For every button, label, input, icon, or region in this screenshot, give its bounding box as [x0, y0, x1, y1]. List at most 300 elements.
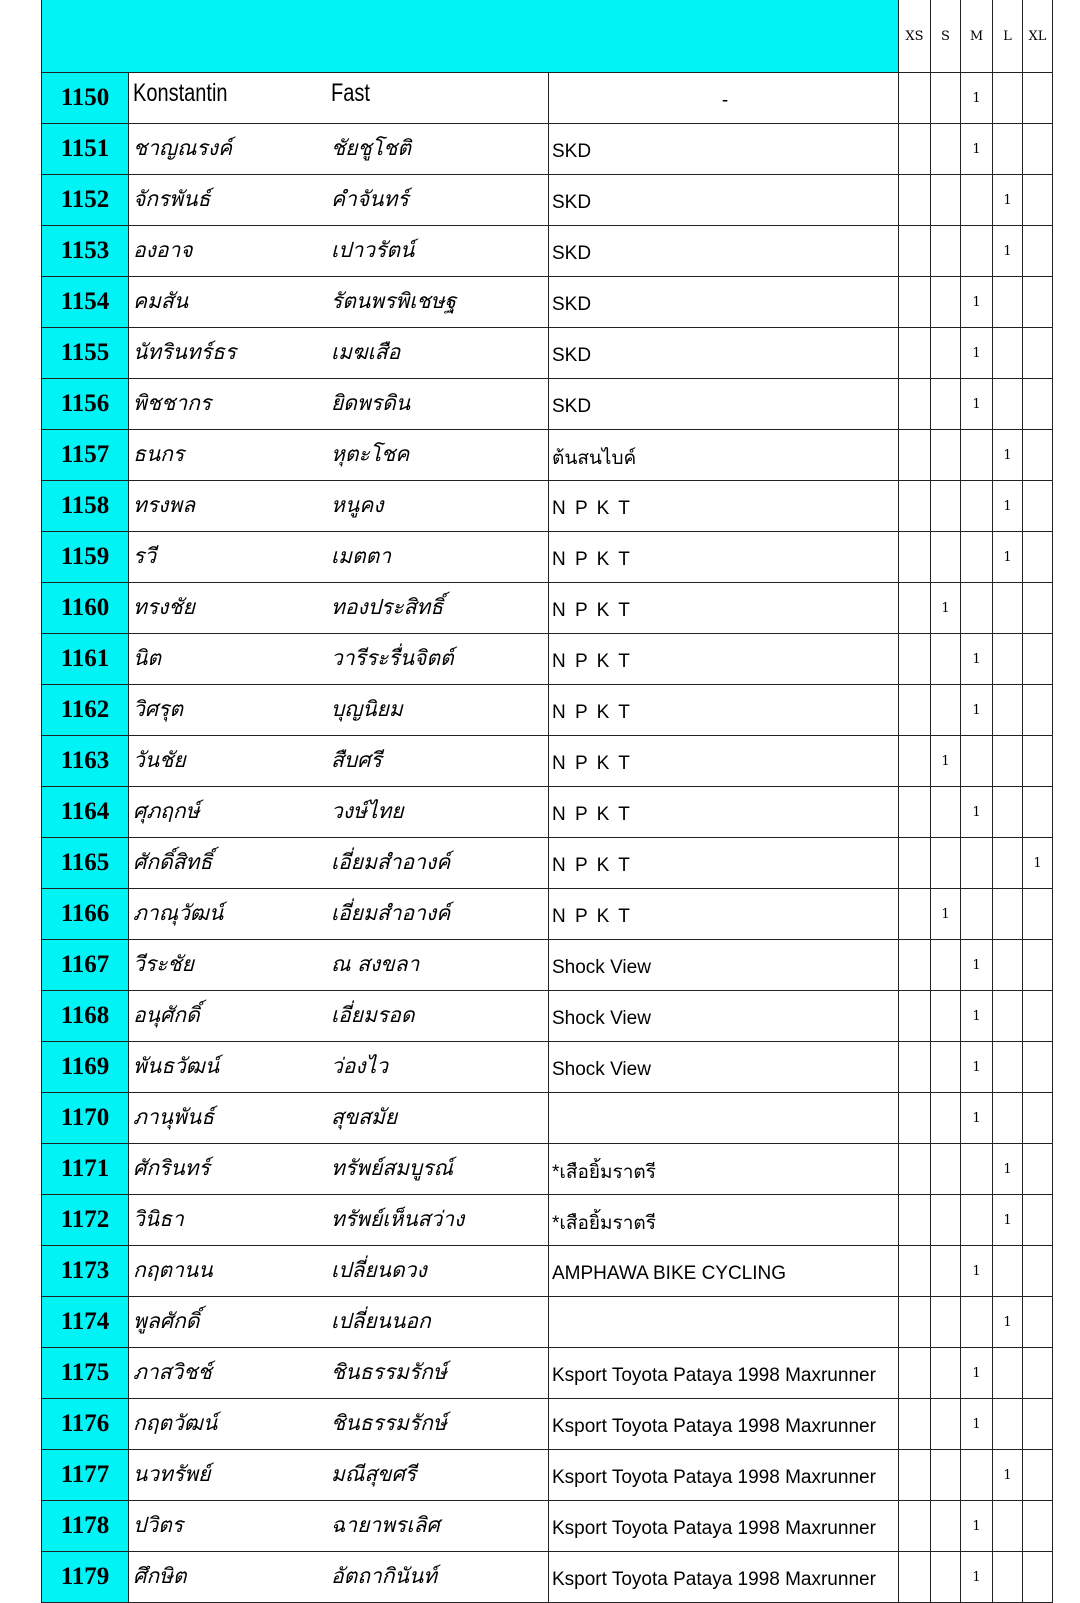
size-xs-qty: [899, 1093, 931, 1144]
size-xl-qty: [1023, 430, 1053, 481]
size-l-qty: [993, 1501, 1023, 1552]
size-l-qty: [993, 940, 1023, 991]
table-row: [42, 583, 1053, 634]
size-m-qty: 1: [961, 634, 993, 685]
team: N P K T: [549, 685, 899, 736]
size-header-s: S: [931, 0, 961, 73]
size-xl-qty: [1023, 736, 1053, 787]
team: N P K T: [549, 838, 899, 889]
table-row: [42, 1348, 1053, 1399]
size-xs-qty: [899, 1144, 931, 1195]
size-xs-qty: [899, 73, 931, 124]
team: Ksport Toyota Pataya 1998 Maxrunner: [549, 1552, 899, 1603]
size-s-qty: [931, 634, 961, 685]
name-cell: [129, 124, 549, 175]
first-name: ศึกษิต: [133, 1564, 187, 1588]
size-s-qty: [931, 379, 961, 430]
last-name: ทรัพย์สมบูรณ์: [331, 1156, 454, 1180]
last-name: มณีสุขศรี: [331, 1462, 417, 1486]
name-cell: [129, 73, 549, 124]
name-cell: [129, 1144, 549, 1195]
bib-number: 1166: [42, 889, 129, 940]
table-row: [42, 328, 1053, 379]
size-xl-qty: [1023, 634, 1053, 685]
table-row: [42, 1297, 1053, 1348]
last-name: เมฆเสือ: [331, 340, 401, 364]
size-xs-qty: [899, 124, 931, 175]
first-name: อนุศักดิ์: [133, 1003, 200, 1027]
name-cell: [129, 532, 549, 583]
bib-number: 1158: [42, 481, 129, 532]
last-name: ยิดพรดิน: [331, 391, 411, 415]
name-cell: [129, 838, 549, 889]
first-name: พันธวัฒน์: [133, 1054, 220, 1078]
first-name: ศักดิ์สิทธิ์: [133, 850, 213, 874]
table-row: [42, 175, 1053, 226]
size-m-qty: 1: [961, 1399, 993, 1450]
team: Shock View: [549, 991, 899, 1042]
size-s-qty: [931, 1144, 961, 1195]
first-name: ภาสวิชช์: [133, 1360, 212, 1384]
name-cell: [129, 328, 549, 379]
team: N P K T: [549, 634, 899, 685]
size-l-qty: [993, 685, 1023, 736]
size-xs-qty: [899, 634, 931, 685]
size-xl-qty: [1023, 1042, 1053, 1093]
team: N P K T: [549, 787, 899, 838]
name-cell: [129, 1348, 549, 1399]
last-name: สืบศรี: [331, 748, 382, 772]
size-l-qty: 1: [993, 430, 1023, 481]
size-s-qty: [931, 685, 961, 736]
size-s-qty: [931, 73, 961, 124]
table-row: [42, 1399, 1053, 1450]
size-xs-qty: [899, 787, 931, 838]
bib-number: 1170: [42, 1093, 129, 1144]
first-name: วินิธา: [133, 1207, 184, 1231]
size-s-qty: 1: [931, 889, 961, 940]
table-row: [42, 940, 1053, 991]
size-xs-qty: [899, 940, 931, 991]
team: Ksport Toyota Pataya 1998 Maxrunner: [549, 1399, 899, 1450]
size-xl-qty: [1023, 940, 1053, 991]
bib-number: 1154: [42, 277, 129, 328]
last-name: อัตถากินันท์: [331, 1564, 438, 1588]
last-name: ทองประสิทธิ์: [331, 595, 444, 619]
first-name: ศุภฤกษ์: [133, 799, 200, 823]
size-m-qty: 1: [961, 1042, 993, 1093]
first-name: วีระชัย: [133, 952, 194, 976]
size-xl-qty: [1023, 277, 1053, 328]
bib-number: 1178: [42, 1501, 129, 1552]
table-row: [42, 991, 1053, 1042]
size-xs-qty: [899, 226, 931, 277]
name-cell: [129, 787, 549, 838]
size-s-qty: [931, 787, 961, 838]
size-xl-qty: [1023, 175, 1053, 226]
size-xs-qty: [899, 1399, 931, 1450]
size-m-qty: [961, 1450, 993, 1501]
size-xl-qty: [1023, 1195, 1053, 1246]
bib-number: 1152: [42, 175, 129, 226]
size-xs-qty: [899, 889, 931, 940]
size-l-qty: [993, 634, 1023, 685]
bib-number: 1165: [42, 838, 129, 889]
size-s-qty: [931, 481, 961, 532]
bib-number: 1171: [42, 1144, 129, 1195]
size-m-qty: [961, 889, 993, 940]
size-xs-qty: [899, 583, 931, 634]
first-name: นิต: [133, 646, 161, 670]
last-name: เปลี่ยนนอก: [331, 1309, 431, 1333]
first-name: Konstantin: [133, 79, 228, 107]
size-xs-qty: [899, 991, 931, 1042]
table-row: [42, 1501, 1053, 1552]
first-name: รวี: [133, 544, 157, 568]
first-name: ธนกร: [133, 442, 185, 466]
size-xs-qty: [899, 430, 931, 481]
bib-number: 1155: [42, 328, 129, 379]
size-xl-qty: [1023, 1399, 1053, 1450]
name-cell: [129, 1501, 549, 1552]
first-name: นัทรินทร์ธร: [133, 340, 237, 364]
team: SKD: [549, 124, 899, 175]
size-m-qty: 1: [961, 787, 993, 838]
name-cell: [129, 379, 549, 430]
size-l-qty: [993, 583, 1023, 634]
size-xl-qty: [1023, 1552, 1053, 1603]
size-s-qty: [931, 1552, 961, 1603]
size-l-qty: 1: [993, 1195, 1023, 1246]
bib-number: 1161: [42, 634, 129, 685]
table-row: [42, 1093, 1053, 1144]
first-name: จักรพันธ์: [133, 187, 211, 211]
bib-number: 1151: [42, 124, 129, 175]
size-xs-qty: [899, 1246, 931, 1297]
size-s-qty: [931, 838, 961, 889]
first-name: ชาญณรงค์: [133, 136, 233, 160]
size-s-qty: [931, 1399, 961, 1450]
name-cell: [129, 991, 549, 1042]
size-xs-qty: [899, 736, 931, 787]
last-name: เอี่ยมรอด: [331, 1003, 415, 1027]
last-name: บุญนิยม: [331, 697, 403, 721]
last-name: รัตนพรพิเชษฐ: [331, 289, 457, 313]
name-cell: [129, 175, 549, 226]
name-cell: [129, 1246, 549, 1297]
size-header-m: M: [961, 0, 993, 73]
size-m-qty: [961, 583, 993, 634]
size-xl-qty: [1023, 1246, 1053, 1297]
size-l-qty: [993, 1552, 1023, 1603]
size-s-qty: [931, 1297, 961, 1348]
size-xl-qty: [1023, 73, 1053, 124]
size-l-qty: 1: [993, 481, 1023, 532]
table-row: [42, 1450, 1053, 1501]
table-row: [42, 532, 1053, 583]
first-name: นวทรัพย์: [133, 1462, 211, 1486]
team: N P K T: [549, 532, 899, 583]
size-m-qty: 1: [961, 1093, 993, 1144]
name-cell: [129, 1093, 549, 1144]
name-cell: [129, 1450, 549, 1501]
bib-number: 1179: [42, 1552, 129, 1603]
size-xs-qty: [899, 379, 931, 430]
size-l-qty: [993, 991, 1023, 1042]
size-m-qty: 1: [961, 328, 993, 379]
first-name: พิชชากร: [133, 391, 212, 415]
size-m-qty: 1: [961, 1246, 993, 1297]
size-m-qty: [961, 532, 993, 583]
size-xl-qty: [1023, 226, 1053, 277]
size-xl-qty: [1023, 991, 1053, 1042]
size-xs-qty: [899, 1297, 931, 1348]
bib-number: 1177: [42, 1450, 129, 1501]
size-s-qty: [931, 226, 961, 277]
last-name: ทรัพย์เห็นสว่าง: [331, 1207, 465, 1231]
team: SKD: [549, 277, 899, 328]
team: Shock View: [549, 940, 899, 991]
size-xl-qty: [1023, 379, 1053, 430]
size-xl-qty: [1023, 889, 1053, 940]
bib-number: 1153: [42, 226, 129, 277]
table-row: [42, 889, 1053, 940]
name-cell: [129, 1195, 549, 1246]
size-s-qty: [931, 175, 961, 226]
name-cell: [129, 583, 549, 634]
team: SKD: [549, 175, 899, 226]
name-cell: [129, 685, 549, 736]
size-header-xl: XL: [1023, 0, 1053, 73]
table-row: [42, 736, 1053, 787]
team: SKD: [549, 328, 899, 379]
size-header-xs: XS: [899, 0, 931, 73]
first-name: พูลศักดิ์: [133, 1309, 200, 1333]
bib-number: 1173: [42, 1246, 129, 1297]
first-name: ภานุพันธ์: [133, 1105, 215, 1129]
size-l-qty: [993, 277, 1023, 328]
table-row: [42, 481, 1053, 532]
last-name: เอี่ยมสำอางค์: [331, 901, 451, 925]
size-l-qty: 1: [993, 1450, 1023, 1501]
size-xs-qty: [899, 1501, 931, 1552]
size-s-qty: [931, 991, 961, 1042]
size-xl-qty: 1: [1023, 838, 1053, 889]
size-xs-qty: [899, 685, 931, 736]
size-xs-qty: [899, 277, 931, 328]
size-m-qty: [961, 1144, 993, 1195]
last-name: สุขสมัย: [331, 1105, 398, 1129]
name-cell: [129, 1552, 549, 1603]
table-row: [42, 1195, 1053, 1246]
first-name: วิศรุต: [133, 697, 184, 721]
name-cell: [129, 226, 549, 277]
table-row: [42, 226, 1053, 277]
size-s-qty: [931, 328, 961, 379]
size-m-qty: 1: [961, 379, 993, 430]
table-row: [42, 685, 1053, 736]
size-s-qty: [931, 124, 961, 175]
registration-table: [41, 0, 1053, 1603]
size-m-qty: 1: [961, 991, 993, 1042]
size-l-qty: [993, 1042, 1023, 1093]
header-row: [42, 0, 1053, 73]
team: N P K T: [549, 481, 899, 532]
size-xs-qty: [899, 1450, 931, 1501]
team: SKD: [549, 379, 899, 430]
team: Ksport Toyota Pataya 1998 Maxrunner: [549, 1348, 899, 1399]
table-row: [42, 1246, 1053, 1297]
team: Ksport Toyota Pataya 1998 Maxrunner: [549, 1501, 899, 1552]
size-l-qty: [993, 1093, 1023, 1144]
first-name: ทรงพล: [133, 493, 196, 517]
team: [549, 1093, 899, 1144]
first-name: ศักรินทร์: [133, 1156, 210, 1180]
size-s-qty: [931, 1501, 961, 1552]
last-name: ว่องไว: [331, 1054, 389, 1078]
table-row: [42, 1144, 1053, 1195]
size-xl-qty: [1023, 787, 1053, 838]
size-xl-qty: [1023, 328, 1053, 379]
size-s-qty: 1: [931, 583, 961, 634]
team: ต้นสนไบค์: [549, 430, 899, 481]
size-s-qty: [931, 532, 961, 583]
size-xl-qty: [1023, 124, 1053, 175]
size-xl-qty: [1023, 685, 1053, 736]
size-xs-qty: [899, 1348, 931, 1399]
last-name: ชินธรรมรักษ์: [331, 1360, 447, 1384]
size-m-qty: [961, 1297, 993, 1348]
size-s-qty: [931, 1450, 961, 1501]
bib-number: 1160: [42, 583, 129, 634]
bib-number: 1167: [42, 940, 129, 991]
size-xs-qty: [899, 328, 931, 379]
name-cell: [129, 481, 549, 532]
size-xl-qty: [1023, 1348, 1053, 1399]
size-m-qty: 1: [961, 73, 993, 124]
size-m-qty: [961, 481, 993, 532]
size-xl-qty: [1023, 532, 1053, 583]
header-blank-cell: [42, 0, 899, 73]
team: N P K T: [549, 583, 899, 634]
team: *เสือยิ้มราตรี: [549, 1144, 899, 1195]
size-s-qty: [931, 1042, 961, 1093]
size-l-qty: [993, 73, 1023, 124]
size-s-qty: [931, 940, 961, 991]
last-name: หนูคง: [331, 493, 384, 517]
table-row: [42, 1552, 1053, 1603]
size-xs-qty: [899, 175, 931, 226]
size-s-qty: [931, 1246, 961, 1297]
last-name: เมตตา: [331, 544, 392, 568]
table-row: [42, 277, 1053, 328]
bib-number: 1175: [42, 1348, 129, 1399]
size-m-qty: [961, 226, 993, 277]
name-cell: [129, 1042, 549, 1093]
size-xl-qty: [1023, 1501, 1053, 1552]
size-s-qty: [931, 1093, 961, 1144]
name-cell: [129, 940, 549, 991]
size-m-qty: [961, 1195, 993, 1246]
size-m-qty: 1: [961, 1552, 993, 1603]
name-cell: [129, 1399, 549, 1450]
bib-number: 1159: [42, 532, 129, 583]
size-s-qty: [931, 1195, 961, 1246]
size-s-qty: 1: [931, 736, 961, 787]
size-m-qty: 1: [961, 124, 993, 175]
bib-number: 1157: [42, 430, 129, 481]
name-cell: [129, 889, 549, 940]
size-l-qty: [993, 787, 1023, 838]
first-name: คมสัน: [133, 289, 189, 313]
table-row: [42, 838, 1053, 889]
last-name: ฉายาพรเลิศ: [331, 1513, 440, 1537]
table-row: [42, 379, 1053, 430]
first-name: ทรงชัย: [133, 595, 195, 619]
bib-number: 1176: [42, 1399, 129, 1450]
team: *เสือยิ้มราตรี: [549, 1195, 899, 1246]
bib-number: 1163: [42, 736, 129, 787]
last-name: หุตะโชค: [331, 442, 410, 466]
size-xs-qty: [899, 481, 931, 532]
size-xl-qty: [1023, 583, 1053, 634]
first-name: วันชัย: [133, 748, 186, 772]
size-l-qty: [993, 736, 1023, 787]
bib-number: 1172: [42, 1195, 129, 1246]
first-name: ภาณุวัฒน์: [133, 901, 224, 925]
size-m-qty: [961, 430, 993, 481]
first-name: องอาจ: [133, 238, 193, 262]
size-m-qty: 1: [961, 940, 993, 991]
last-name: เปลี่ยนดวง: [331, 1258, 427, 1282]
last-name: ชินธรรมรักษ์: [331, 1411, 447, 1435]
table-row: [42, 124, 1053, 175]
size-xl-qty: [1023, 1144, 1053, 1195]
last-name: ชัยชูโชติ: [331, 136, 411, 160]
team: Shock View: [549, 1042, 899, 1093]
size-xs-qty: [899, 1042, 931, 1093]
last-name: Fast: [331, 79, 370, 107]
first-name: กฤตวัฒน์: [133, 1411, 218, 1435]
team: N P K T: [549, 889, 899, 940]
table-row: [42, 634, 1053, 685]
name-cell: [129, 634, 549, 685]
size-m-qty: 1: [961, 1348, 993, 1399]
size-l-qty: 1: [993, 226, 1023, 277]
size-xl-qty: [1023, 1450, 1053, 1501]
size-l-qty: 1: [993, 532, 1023, 583]
last-name: เปาวรัตน์: [331, 238, 415, 262]
size-m-qty: 1: [961, 277, 993, 328]
name-cell: [129, 1297, 549, 1348]
size-xs-qty: [899, 1552, 931, 1603]
last-name: เอี่ยมสำอางค์: [331, 850, 451, 874]
size-m-qty: 1: [961, 685, 993, 736]
size-xl-qty: [1023, 1093, 1053, 1144]
table-row: [42, 430, 1053, 481]
size-l-qty: [993, 379, 1023, 430]
name-cell: [129, 736, 549, 787]
name-cell: [129, 430, 549, 481]
size-xs-qty: [899, 532, 931, 583]
name-cell: [129, 277, 549, 328]
last-name: วงษ์ไทย: [331, 799, 404, 823]
team: AMPHAWA BIKE CYCLING: [549, 1246, 899, 1297]
table-row: [42, 1042, 1053, 1093]
bib-number: 1164: [42, 787, 129, 838]
size-xl-qty: [1023, 1297, 1053, 1348]
size-xs-qty: [899, 838, 931, 889]
